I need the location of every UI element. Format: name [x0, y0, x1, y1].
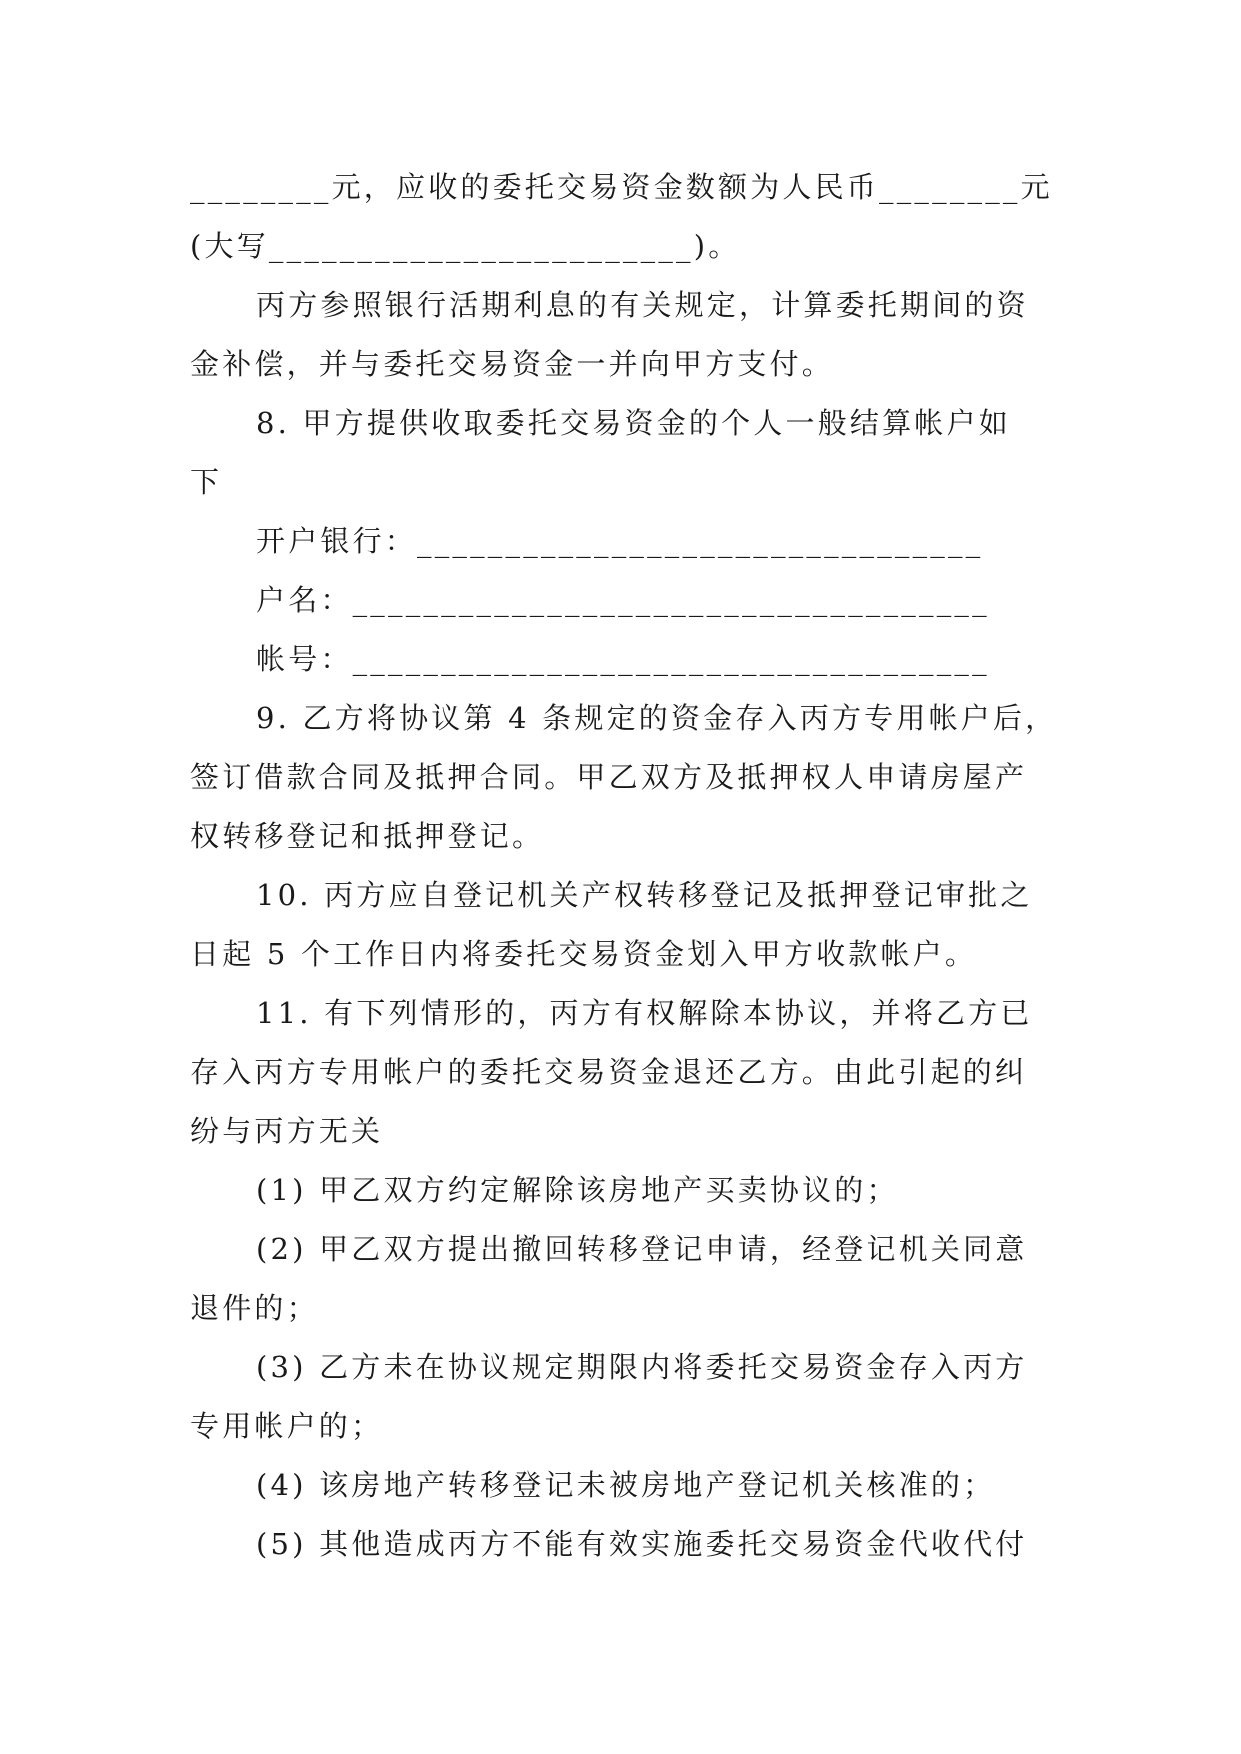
bank-field: 开户银行：________________________________ [256, 524, 984, 558]
line-1-text: 元，应收的委托交易资金数额为人民币 [331, 170, 880, 204]
text-line-13: 10. 丙方应自登记机关产权转移登记及抵押登记审批之 [256, 878, 1033, 912]
account-number-field: 帐号：____________________________________ [256, 642, 990, 676]
clause-item-3: (3) 乙方未在协议规定期限内将委托交易资金存入丙方 [256, 1350, 1028, 1384]
blank-amount-1: ________ [190, 170, 332, 204]
clause-item-4: (4) 该房地产转移登记未被房地产登记机关核准的； [256, 1468, 996, 1502]
account-name-field: 户名：____________________________________ [256, 583, 990, 617]
text-line-17: 纷与丙方无关 [190, 1114, 384, 1148]
text-line-14: 日起 5 个工作日内将委托交易资金划入甲方收款帐户。 [190, 937, 978, 971]
text-line-1 [190, 158, 1053, 217]
line-1-unit: 元 [1020, 170, 1053, 204]
clause-item-2-cont: 退件的； [190, 1291, 319, 1325]
clause-item-2: (2) 甲乙双方提出撤回转移登记申请，经登记机关同意 [256, 1232, 1028, 1266]
text-line-5: 8. 甲方提供收取委托交易资金的个人一般结算帐户如 [256, 406, 1011, 440]
text-line-4: 金补偿，并与委托交易资金一并向甲方支付。 [190, 347, 835, 381]
text-line-10: 9. 乙方将协议第 4 条规定的资金存入丙方专用帐户后， [256, 701, 1058, 735]
text-line-15: 11. 有下列情形的，丙方有权解除本协议，并将乙方已 [256, 996, 1033, 1030]
text-line-16: 存入丙方专用帐户的委托交易资金退还乙方。由此引起的纠 [190, 1055, 1028, 1089]
blank-amount-2: ________ [879, 170, 1021, 204]
clause-item-3-cont: 专用帐户的； [190, 1409, 384, 1443]
text-line-2: (大写________________________)。 [190, 229, 741, 263]
text-line-11: 签订借款合同及抵押合同。甲乙双方及抵押权人申请房屋产 [190, 760, 1028, 794]
text-line-6: 下 [190, 465, 223, 499]
clause-item-5: (5) 其他造成丙方不能有效实施委托交易资金代收代付 [256, 1527, 1028, 1561]
document-page [190, 158, 1058, 1574]
text-line-12: 权转移登记和抵押登记。 [190, 819, 545, 853]
clause-item-1: (1) 甲乙双方约定解除该房地产买卖协议的； [256, 1173, 899, 1207]
text-line-3: 丙方参照银行活期利息的有关规定，计算委托期间的资 [256, 288, 1029, 322]
